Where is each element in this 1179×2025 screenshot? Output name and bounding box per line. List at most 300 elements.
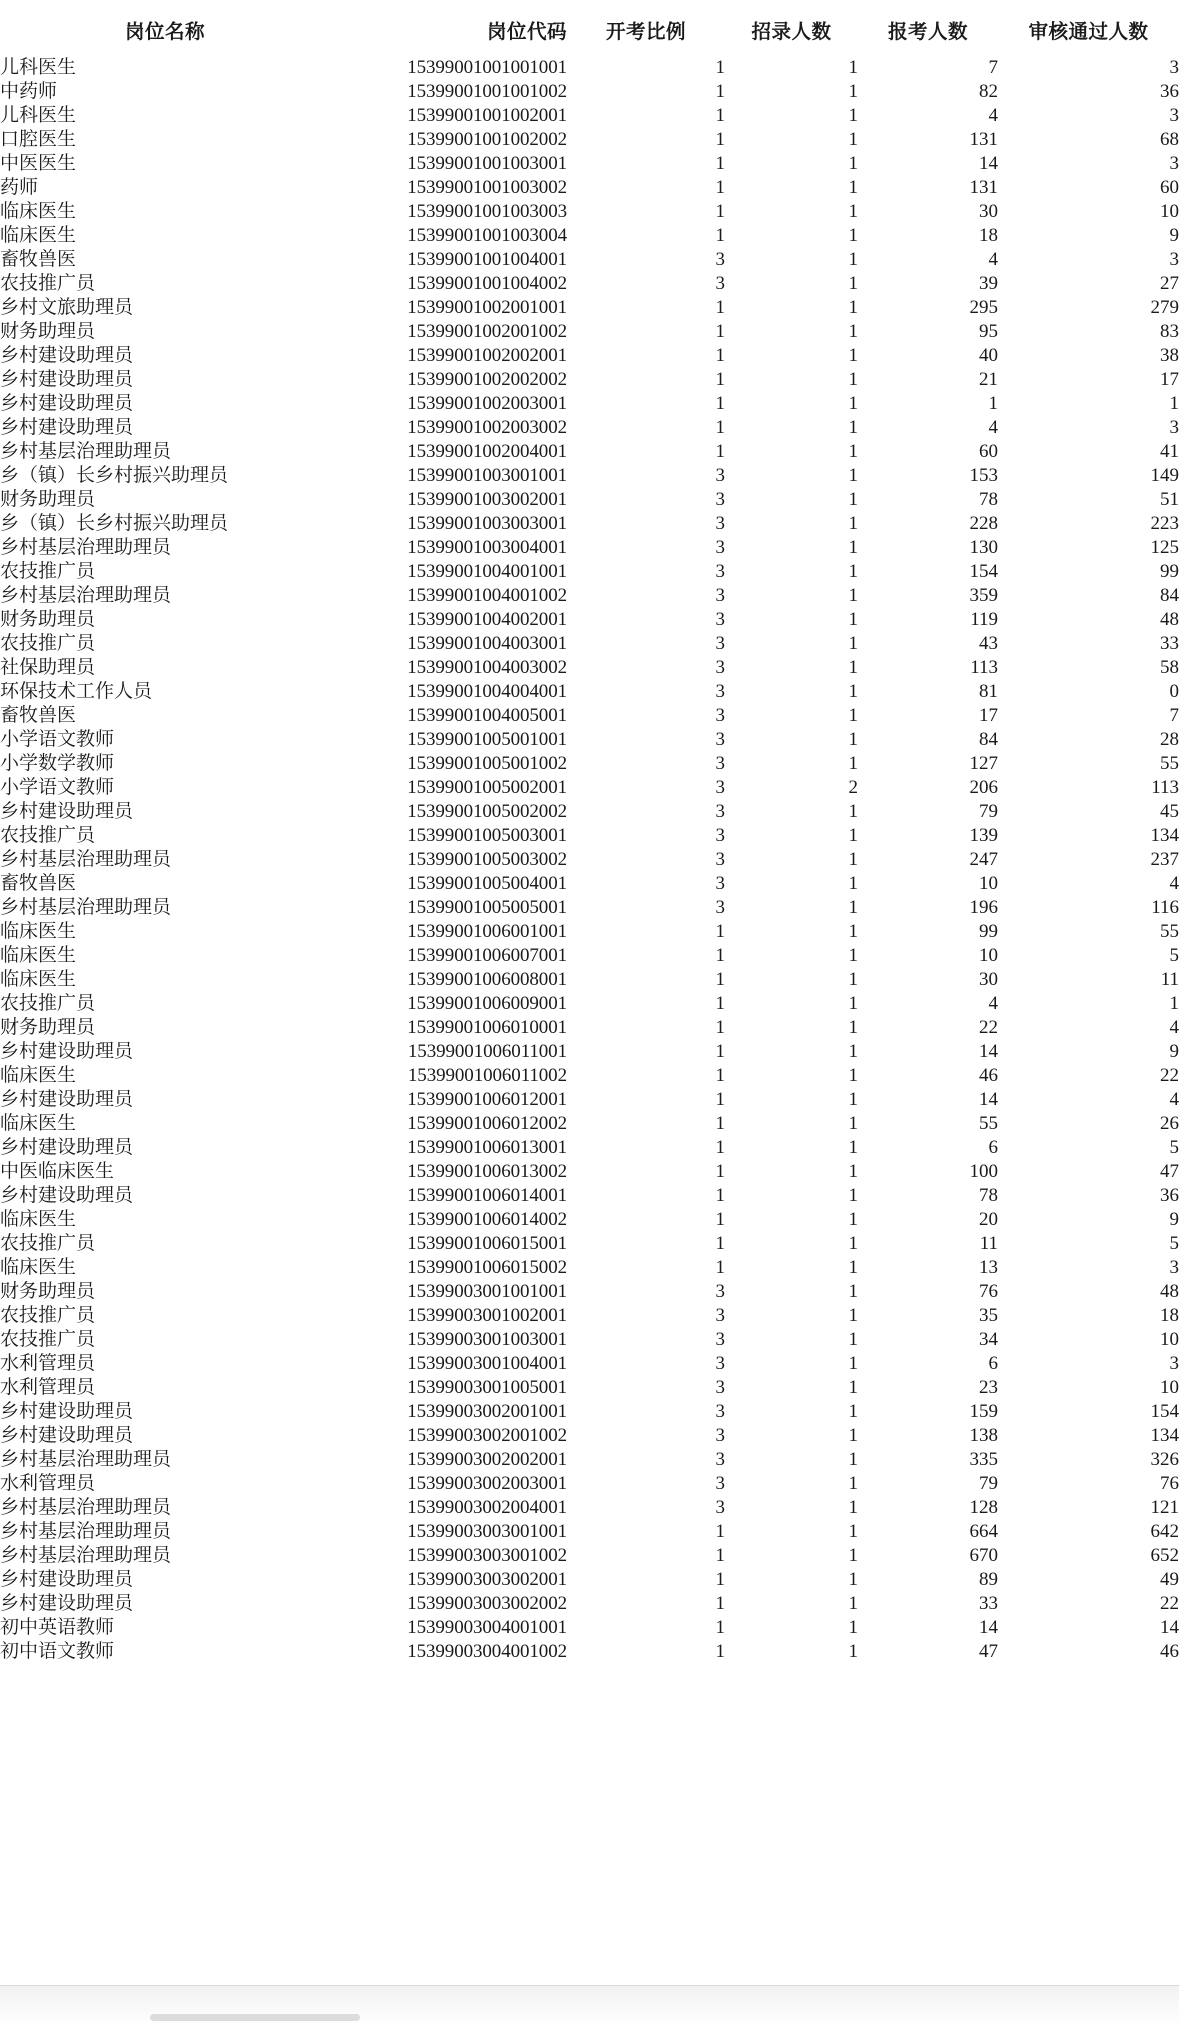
table-row[interactable] [0, 1183, 1179, 1207]
cell-exam-ratio: 1 [715, 1208, 725, 1230]
cell-job-code: 15399003004001001 [407, 1616, 567, 1638]
cell-job-name: 初中语文教师 [0, 1640, 115, 1662]
table-row[interactable] [0, 871, 1179, 895]
cell-applicants: 30 [979, 200, 998, 222]
cell-applicants: 159 [969, 1400, 998, 1422]
table-header [0, 0, 1179, 55]
cell-applicants: 99 [979, 920, 998, 942]
cell-applicants: 55 [979, 1112, 998, 1134]
cell-job-code: 15399001001003001 [407, 152, 567, 174]
cell-exam-ratio: 3 [715, 680, 725, 702]
table-row[interactable] [0, 703, 1179, 727]
cell-approved: 3 [1169, 152, 1179, 174]
cell-job-name: 临床医生 [0, 224, 77, 246]
cell-exam-ratio: 3 [715, 800, 725, 822]
cell-job-name: 临床医生 [0, 920, 77, 942]
cell-job-code: 15399001002001001 [407, 296, 567, 318]
cell-applicants: 43 [979, 632, 998, 654]
cell-approved: 10 [1160, 1328, 1179, 1350]
cell-job-name: 乡村建设助理员 [0, 1040, 134, 1062]
cell-job-name: 小学语文教师 [0, 776, 115, 798]
cell-exam-ratio: 3 [715, 560, 725, 582]
cell-applicants: 130 [969, 536, 998, 558]
cell-job-code: 15399003003002001 [407, 1568, 567, 1590]
cell-approved: 49 [1160, 1568, 1179, 1590]
cell-hire-count: 1 [848, 536, 858, 558]
table-row[interactable] [0, 1351, 1179, 1375]
cell-exam-ratio: 3 [715, 1304, 725, 1326]
table-row[interactable] [0, 1327, 1179, 1351]
table-row[interactable] [0, 991, 1179, 1015]
cell-applicants: 82 [979, 80, 998, 102]
column-header-job-code: 岗位代码 [330, 0, 567, 55]
cell-job-name: 农技推广员 [0, 1232, 96, 1254]
table-row[interactable] [0, 1375, 1179, 1399]
cell-hire-count: 1 [848, 560, 858, 582]
cell-hire-count: 1 [848, 968, 858, 990]
cell-approved: 121 [1150, 1496, 1179, 1518]
cell-job-name: 乡村基层治理助理员 [0, 440, 172, 462]
cell-job-code: 15399001003003001 [407, 512, 567, 534]
cell-exam-ratio: 1 [715, 80, 725, 102]
cell-exam-ratio: 3 [715, 872, 725, 894]
cell-approved: 134 [1150, 1424, 1179, 1446]
cell-applicants: 4 [988, 992, 998, 1014]
cell-applicants: 128 [969, 1496, 998, 1518]
table-row[interactable] [0, 271, 1179, 295]
table-row[interactable] [0, 223, 1179, 247]
cell-job-code: 15399001005005001 [407, 896, 567, 918]
cell-job-code: 15399001004003001 [407, 632, 567, 654]
cell-job-name: 农技推广员 [0, 992, 96, 1014]
cell-job-name: 农技推广员 [0, 1328, 96, 1350]
cell-job-code: 15399003002002001 [407, 1448, 567, 1470]
table-row[interactable] [0, 607, 1179, 631]
cell-job-code: 15399001002002002 [407, 368, 567, 390]
table-row[interactable] [0, 55, 1179, 79]
cell-job-code: 15399001006008001 [407, 968, 567, 990]
cell-approved: 36 [1160, 80, 1179, 102]
cell-approved: 10 [1160, 1376, 1179, 1398]
cell-applicants: 6 [988, 1136, 998, 1158]
cell-job-code: 15399003001001001 [407, 1280, 567, 1302]
cell-approved: 0 [1169, 680, 1179, 702]
cell-exam-ratio: 1 [715, 1568, 725, 1590]
table-row[interactable] [0, 847, 1179, 871]
table-row[interactable] [0, 1615, 1179, 1639]
cell-job-code: 15399001005001002 [407, 752, 567, 774]
cell-approved: 46 [1160, 1640, 1179, 1662]
table-row[interactable] [0, 631, 1179, 655]
cell-job-name: 财务助理员 [0, 488, 96, 510]
table-row[interactable] [0, 727, 1179, 751]
table-row[interactable] [0, 343, 1179, 367]
table-row[interactable] [0, 1087, 1179, 1111]
table-row[interactable] [0, 1255, 1179, 1279]
column-header-exam-ratio: 开考比例 [567, 0, 725, 55]
cell-exam-ratio: 1 [715, 152, 725, 174]
cell-approved: 26 [1160, 1112, 1179, 1134]
cell-job-code: 15399001001001001 [407, 56, 567, 78]
cell-hire-count: 1 [848, 1160, 858, 1182]
cell-approved: 113 [1151, 776, 1179, 798]
cell-job-code: 15399001002003001 [407, 392, 567, 414]
cell-job-code: 15399001006015001 [407, 1232, 567, 1254]
cell-hire-count: 1 [848, 1424, 858, 1446]
cell-job-code: 15399001001004001 [407, 248, 567, 270]
cell-approved: 9 [1169, 1040, 1179, 1062]
cell-exam-ratio: 1 [715, 992, 725, 1014]
cell-job-code: 15399001004001001 [407, 560, 567, 582]
column-header-job-name: 岗位名称 [0, 0, 330, 55]
cell-exam-ratio: 1 [715, 1016, 725, 1038]
table-row[interactable] [0, 127, 1179, 151]
cell-job-code: 15399003002003001 [407, 1472, 567, 1494]
cell-approved: 7 [1169, 704, 1179, 726]
table-row[interactable] [0, 775, 1179, 799]
table-row[interactable] [0, 751, 1179, 775]
cell-applicants: 153 [969, 464, 998, 486]
cell-job-code: 15399001006013002 [407, 1160, 567, 1182]
table-row[interactable] [0, 583, 1179, 607]
table-row[interactable] [0, 799, 1179, 823]
cell-hire-count: 1 [848, 1184, 858, 1206]
cell-job-name: 临床医生 [0, 1064, 77, 1086]
table-row[interactable] [0, 679, 1179, 703]
table-row[interactable] [0, 79, 1179, 103]
cell-hire-count: 1 [848, 1376, 858, 1398]
cell-job-name: 畜牧兽医 [0, 872, 77, 894]
cell-job-code: 15399003003002002 [407, 1592, 567, 1614]
table-row[interactable] [0, 919, 1179, 943]
cell-job-code: 15399001006009001 [407, 992, 567, 1014]
cell-approved: 76 [1160, 1472, 1179, 1494]
cell-job-name: 乡村建设助理员 [0, 344, 134, 366]
cell-job-name: 临床医生 [0, 1256, 77, 1278]
table-row[interactable] [0, 895, 1179, 919]
cell-applicants: 196 [969, 896, 998, 918]
cell-job-code: 15399001004005001 [407, 704, 567, 726]
cell-applicants: 21 [979, 368, 998, 390]
cell-hire-count: 1 [848, 1232, 858, 1254]
cell-exam-ratio: 3 [715, 272, 725, 294]
cell-exam-ratio: 1 [715, 224, 725, 246]
table-row[interactable] [0, 151, 1179, 175]
table-row[interactable] [0, 1423, 1179, 1447]
scroll-handle[interactable] [150, 2014, 360, 2021]
cell-exam-ratio: 3 [715, 464, 725, 486]
cell-job-code: 15399003001004001 [407, 1352, 567, 1374]
cell-exam-ratio: 3 [715, 512, 725, 534]
cell-hire-count: 1 [848, 1136, 858, 1158]
cell-exam-ratio: 1 [715, 1160, 725, 1182]
cell-exam-ratio: 1 [715, 1232, 725, 1254]
cell-job-name: 乡村建设助理员 [0, 1136, 134, 1158]
table-row[interactable] [0, 1519, 1179, 1543]
table-row[interactable] [0, 1015, 1179, 1039]
cell-job-name: 乡村基层治理助理员 [0, 1496, 172, 1518]
table-row[interactable] [0, 319, 1179, 343]
table-row[interactable] [0, 1567, 1179, 1591]
cell-hire-count: 1 [848, 1064, 858, 1086]
table-header-row [0, 0, 1179, 55]
cell-hire-count: 1 [848, 920, 858, 942]
cell-approved: 5 [1169, 944, 1179, 966]
table-row[interactable] [0, 1591, 1179, 1615]
cell-applicants: 76 [979, 1280, 998, 1302]
cell-job-name: 农技推广员 [0, 1304, 96, 1326]
cell-approved: 116 [1151, 896, 1179, 918]
cell-hire-count: 1 [848, 1304, 858, 1326]
cell-job-code: 15399001006007001 [407, 944, 567, 966]
cell-exam-ratio: 3 [715, 848, 725, 870]
table-row[interactable] [0, 535, 1179, 559]
cell-exam-ratio: 3 [715, 1328, 725, 1350]
cell-applicants: 22 [979, 1016, 998, 1038]
cell-applicants: 127 [969, 752, 998, 774]
cell-exam-ratio: 1 [715, 920, 725, 942]
cell-exam-ratio: 1 [715, 1088, 725, 1110]
cell-exam-ratio: 3 [715, 608, 725, 630]
cell-approved: 134 [1150, 824, 1179, 846]
cell-job-name: 农技推广员 [0, 632, 96, 654]
cell-approved: 5 [1169, 1232, 1179, 1254]
cell-hire-count: 1 [848, 128, 858, 150]
cell-applicants: 113 [970, 656, 998, 678]
cell-hire-count: 1 [848, 56, 858, 78]
cell-exam-ratio: 3 [715, 1496, 725, 1518]
cell-exam-ratio: 3 [715, 776, 725, 798]
cell-applicants: 89 [979, 1568, 998, 1590]
cell-exam-ratio: 1 [715, 416, 725, 438]
cell-exam-ratio: 1 [715, 320, 725, 342]
cell-job-name: 水利管理员 [0, 1376, 96, 1398]
table-row[interactable] [0, 1639, 1179, 1663]
table-row[interactable] [0, 1039, 1179, 1063]
cell-hire-count: 1 [848, 584, 858, 606]
cell-approved: 36 [1160, 1184, 1179, 1206]
table-row[interactable] [0, 463, 1179, 487]
cell-job-name: 乡村文旅助理员 [0, 296, 134, 318]
cell-job-code: 15399001001004002 [407, 272, 567, 294]
cell-approved: 125 [1150, 536, 1179, 558]
cell-job-code: 15399001006014002 [407, 1208, 567, 1230]
cell-exam-ratio: 3 [715, 1472, 725, 1494]
cell-exam-ratio: 1 [715, 1640, 725, 1662]
table-row[interactable] [0, 1063, 1179, 1087]
cell-hire-count: 1 [848, 1280, 858, 1302]
table-row[interactable] [0, 391, 1179, 415]
cell-job-name: 财务助理员 [0, 608, 96, 630]
cell-job-code: 15399003001005001 [407, 1376, 567, 1398]
cell-hire-count: 1 [848, 248, 858, 270]
table-row[interactable] [0, 655, 1179, 679]
cell-hire-count: 1 [848, 464, 858, 486]
cell-job-name: 中医医生 [0, 152, 77, 174]
cell-job-name: 财务助理员 [0, 320, 96, 342]
cell-job-code: 15399001004001002 [407, 584, 567, 606]
table-row[interactable] [0, 439, 1179, 463]
cell-hire-count: 1 [848, 824, 858, 846]
cell-applicants: 23 [979, 1376, 998, 1398]
cell-job-code: 15399003004001002 [407, 1640, 567, 1662]
cell-hire-count: 1 [848, 1496, 858, 1518]
cell-applicants: 81 [979, 680, 998, 702]
cell-job-name: 乡（镇）长乡村振兴助理员 [0, 464, 229, 486]
table-row[interactable] [0, 1471, 1179, 1495]
table-row[interactable] [0, 967, 1179, 991]
cell-exam-ratio: 3 [715, 1424, 725, 1446]
cell-job-code: 15399001001001002 [407, 80, 567, 102]
cell-approved: 3 [1169, 1256, 1179, 1278]
cell-exam-ratio: 3 [715, 584, 725, 606]
table-row[interactable] [0, 1159, 1179, 1183]
cell-job-code: 15399003001003001 [407, 1328, 567, 1350]
table-row[interactable] [0, 1231, 1179, 1255]
cell-approved: 11 [1160, 968, 1179, 990]
cell-approved: 55 [1160, 752, 1179, 774]
cell-hire-count: 1 [848, 200, 858, 222]
cell-job-code: 15399001006012001 [407, 1088, 567, 1110]
cell-job-name: 初中英语教师 [0, 1616, 115, 1638]
cell-applicants: 79 [979, 1472, 998, 1494]
cell-hire-count: 1 [848, 1616, 858, 1638]
cell-job-code: 15399001002002001 [407, 344, 567, 366]
cell-hire-count: 1 [848, 1040, 858, 1062]
cell-applicants: 138 [969, 1424, 998, 1446]
cell-job-name: 乡村建设助理员 [0, 1088, 134, 1110]
cell-applicants: 154 [969, 560, 998, 582]
cell-applicants: 34 [979, 1328, 998, 1350]
cell-exam-ratio: 1 [715, 968, 725, 990]
cell-applicants: 46 [979, 1064, 998, 1086]
cell-approved: 149 [1150, 464, 1179, 486]
cell-job-name: 乡村基层治理助理员 [0, 896, 172, 918]
cell-applicants: 10 [979, 872, 998, 894]
table-row[interactable] [0, 1303, 1179, 1327]
table-row[interactable] [0, 295, 1179, 319]
table-row[interactable] [0, 559, 1179, 583]
cell-hire-count: 1 [848, 368, 858, 390]
cell-hire-count: 1 [848, 392, 858, 414]
cell-job-name: 水利管理员 [0, 1352, 96, 1374]
cell-approved: 83 [1160, 320, 1179, 342]
cell-applicants: 30 [979, 968, 998, 990]
table-row[interactable] [0, 1207, 1179, 1231]
cell-exam-ratio: 1 [715, 200, 725, 222]
cell-hire-count: 1 [848, 416, 858, 438]
cell-applicants: 39 [979, 272, 998, 294]
cell-hire-count: 1 [848, 1400, 858, 1422]
table-row[interactable] [0, 1111, 1179, 1135]
cell-approved: 99 [1160, 560, 1179, 582]
table-row[interactable] [0, 823, 1179, 847]
cell-approved: 4 [1169, 1016, 1179, 1038]
cell-applicants: 335 [969, 1448, 998, 1470]
table-row[interactable] [0, 175, 1179, 199]
cell-job-code: 15399003003001001 [407, 1520, 567, 1542]
cell-approved: 3 [1169, 248, 1179, 270]
cell-hire-count: 1 [848, 344, 858, 366]
cell-applicants: 6 [988, 1352, 998, 1374]
cell-exam-ratio: 1 [715, 1040, 725, 1062]
cell-applicants: 13 [979, 1256, 998, 1278]
cell-approved: 60 [1160, 176, 1179, 198]
cell-hire-count: 2 [848, 776, 858, 798]
cell-job-name: 农技推广员 [0, 272, 96, 294]
table-row[interactable] [0, 511, 1179, 535]
table-row[interactable] [0, 943, 1179, 967]
cell-applicants: 228 [969, 512, 998, 534]
cell-job-code: 15399001005003002 [407, 848, 567, 870]
cell-approved: 47 [1160, 1160, 1179, 1182]
table-row[interactable] [0, 1135, 1179, 1159]
cell-hire-count: 1 [848, 1592, 858, 1614]
bottom-scroll-bar[interactable] [0, 1985, 1179, 2025]
table-row[interactable] [0, 415, 1179, 439]
cell-approved: 68 [1160, 128, 1179, 150]
cell-applicants: 60 [979, 440, 998, 462]
table-row[interactable] [0, 1279, 1179, 1303]
cell-job-name: 乡村建设助理员 [0, 416, 134, 438]
cell-exam-ratio: 1 [715, 176, 725, 198]
cell-job-code: 15399001005004001 [407, 872, 567, 894]
cell-exam-ratio: 1 [715, 1256, 725, 1278]
cell-job-name: 临床医生 [0, 968, 77, 990]
cell-job-code: 15399001005001001 [407, 728, 567, 750]
table-row[interactable] [0, 1399, 1179, 1423]
table-row[interactable] [0, 487, 1179, 511]
cell-exam-ratio: 3 [715, 896, 725, 918]
cell-job-code: 15399001002004001 [407, 440, 567, 462]
cell-approved: 3 [1169, 104, 1179, 126]
table-row[interactable] [0, 103, 1179, 127]
table-row[interactable] [0, 247, 1179, 271]
cell-approved: 38 [1160, 344, 1179, 366]
table-row[interactable] [0, 1447, 1179, 1471]
cell-hire-count: 1 [848, 488, 858, 510]
cell-approved: 18 [1160, 1304, 1179, 1326]
cell-job-code: 15399001004003002 [407, 656, 567, 678]
cell-hire-count: 1 [848, 632, 858, 654]
cell-approved: 17 [1160, 368, 1179, 390]
cell-applicants: 14 [979, 1040, 998, 1062]
table-row[interactable] [0, 367, 1179, 391]
cell-exam-ratio: 1 [715, 1592, 725, 1614]
cell-exam-ratio: 3 [715, 728, 725, 750]
cell-hire-count: 1 [848, 1088, 858, 1110]
cell-job-name: 乡（镇）长乡村振兴助理员 [0, 512, 229, 534]
cell-hire-count: 1 [848, 608, 858, 630]
table-row[interactable] [0, 1495, 1179, 1519]
cell-exam-ratio: 3 [715, 248, 725, 270]
column-header-applicants: 报考人数 [858, 0, 998, 55]
cell-job-code: 15399001004004001 [407, 680, 567, 702]
cell-applicants: 20 [979, 1208, 998, 1230]
cell-applicants: 119 [970, 608, 998, 630]
cell-job-code: 15399003003001002 [407, 1544, 567, 1566]
cell-job-code: 15399001005003001 [407, 824, 567, 846]
cell-approved: 642 [1150, 1520, 1179, 1542]
cell-approved: 223 [1150, 512, 1179, 534]
table-row[interactable] [0, 1543, 1179, 1567]
cell-job-name: 乡村基层治理助理员 [0, 584, 172, 606]
cell-approved: 33 [1160, 632, 1179, 654]
column-header-hire-count: 招录人数 [725, 0, 858, 55]
cell-hire-count: 1 [848, 656, 858, 678]
table-row[interactable] [0, 199, 1179, 223]
cell-job-code: 15399001001002002 [407, 128, 567, 150]
